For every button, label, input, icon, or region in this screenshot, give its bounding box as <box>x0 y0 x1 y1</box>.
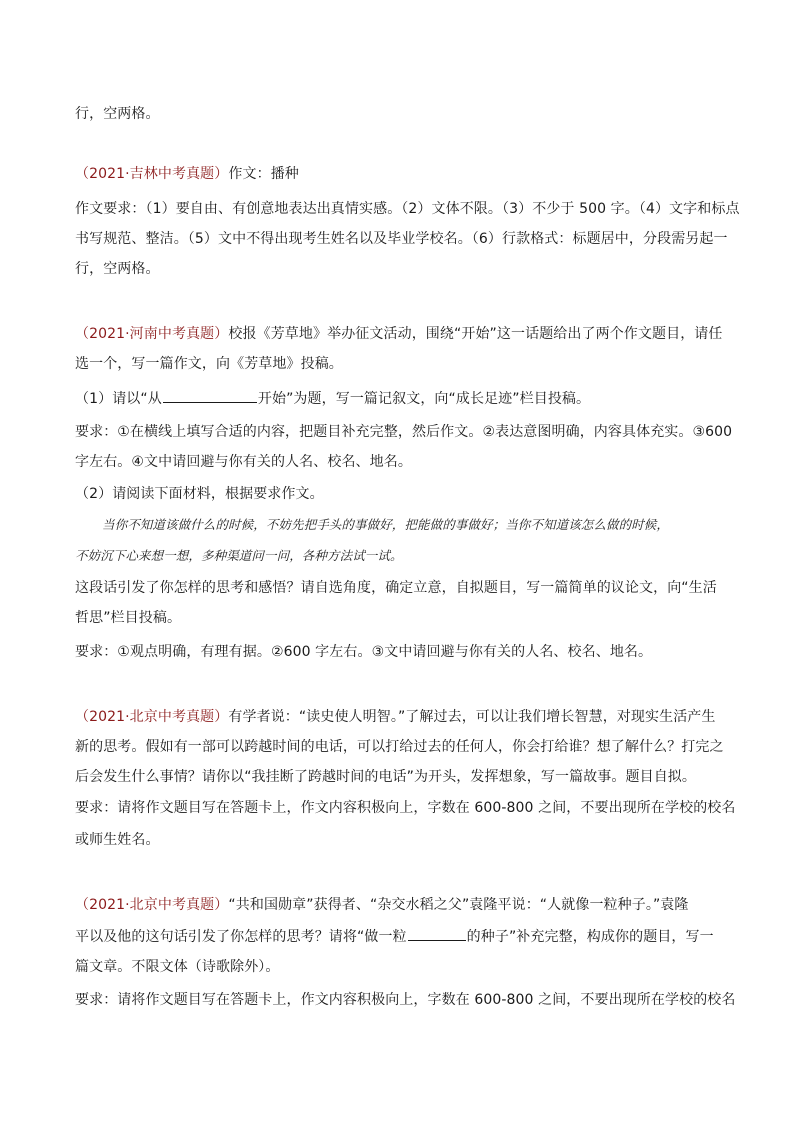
question-text: 校报《芳草地》举办征文活动，围绕“开始”这一话题给出了两个作文题目，请任 <box>228 326 723 342</box>
question-text: 作文：播种 <box>228 166 299 182</box>
text-segment: 的种子”补充完整，构成你的题目，写一 <box>466 929 714 945</box>
text-line: 行，空两格。 <box>75 261 160 277</box>
fill-in-blank <box>163 388 257 403</box>
text-line: （2）请阅读下面材料，根据要求作文。 <box>75 486 324 502</box>
question-text: 有学者说：“读史使人明智。”了解过去，可以让我们增长智慧，对现实生活产生 <box>228 709 716 725</box>
text-line <box>75 388 735 409</box>
question-text: “共和国勋章”获得者、“杂交水稻之父”袁隆平说：“人就像一粒种子。”袁隆 <box>228 897 689 913</box>
question-header <box>75 164 735 184</box>
text-line: 作文要求：（1）要自由、有创意地表达出真情实感。（2）文体不限。（3）不少于 500 字。（4）文字和标点 <box>75 201 740 217</box>
question-header <box>75 707 735 727</box>
material-text: 不妨沉下心来想一想，多种渠道问一问，各种方法试一试。 <box>75 548 403 563</box>
text-line: 要求：请将作文题目写在答题卡上，作文内容积极向上，字数在 600-800 之间，不要出现所在学校的校名 <box>75 992 736 1008</box>
text-line: 这段话引发了你怎样的思考和感悟？请自选角度，确定立意，自拟题目，写一篇简单的议论文，向“生活 <box>75 580 717 596</box>
fill-in-blank <box>408 926 466 941</box>
text-line: 字左右。④文中请回避与你有关的人名、校名、地名。 <box>75 454 412 470</box>
text-segment: （1）请以“从 <box>75 391 162 407</box>
text-line: 新的思考。假如有一部可以跨越时间的电话，可以打给过去的任何人，你会打给谁？想了解什么？打完之 <box>75 739 724 755</box>
text-segment: 平以及他的这句话引发了你怎样的思考？请将“做一粒 <box>75 929 407 945</box>
text-line: 选一个，写一篇作文，向《芳草地》投稿。 <box>75 356 343 372</box>
text-line: 要求：①观点明确，有理有据。②600 字左右。③文中请回避与你有关的人名、校名、地名。 <box>75 644 653 660</box>
question-header <box>75 324 735 344</box>
question-header <box>75 895 735 915</box>
source-label: （2021·北京中考真题） <box>75 897 229 913</box>
text-line <box>75 926 735 947</box>
text-line: 哲思”栏目投稿。 <box>75 610 182 626</box>
text-line: 行，空两格。 <box>75 106 160 122</box>
text-segment: 开始”为题，写一篇记叙文，向“成长足迹”栏目投稿。 <box>257 391 591 407</box>
text-line: 或师生姓名。 <box>75 832 160 848</box>
text-line: 要求：①在横线上填写合适的内容，把题目补充完整，然后作文。②表达意图明确，内容具体充实。③600 <box>75 424 733 440</box>
source-label: （2021·河南中考真题） <box>75 326 229 342</box>
source-label: （2021·吉林中考真题） <box>75 166 229 182</box>
material-text: 当你不知道该做什么的时候，不妨先把手头的事做好，把能做的事做好；当你不知道该怎么做的时候， <box>102 517 670 532</box>
text-line: 要求：请将作文题目写在答题卡上，作文内容积极向上，字数在 600-800 之间，不要出现所在学校的校名 <box>75 800 736 816</box>
text-line: 书写规范、整洁。（5）文中不得出现考生姓名以及毕业学校名。（6）行款格式：标题居中，分段需另起一 <box>75 231 728 247</box>
text-line: 后会发生什么事情？请你以“我挂断了跨越时间的电话”为开头，发挥想象，写一篇故事。题目自拟。 <box>75 769 697 785</box>
text-line: 篇文章。不限文体（诗歌除外）。 <box>75 959 280 975</box>
source-label: （2021·北京中考真题） <box>75 709 229 725</box>
